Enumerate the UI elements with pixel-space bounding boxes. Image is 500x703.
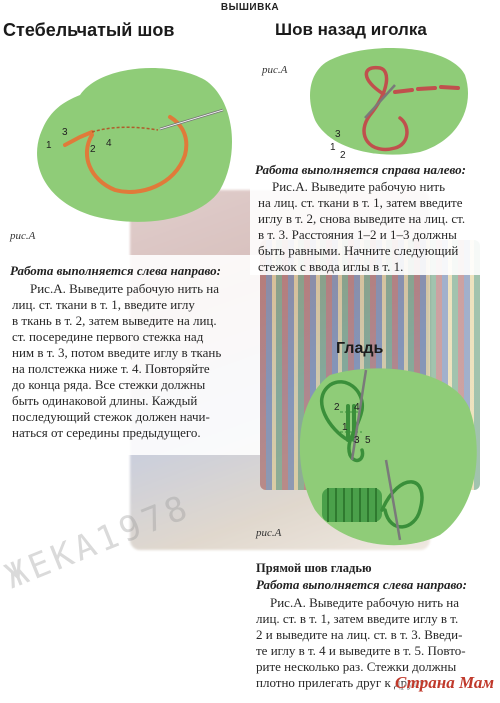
point-4-label: 4	[106, 138, 112, 149]
stem-line-3: в ткань в т. 2, затем выведите на лиц.	[12, 313, 217, 328]
satin-fig-label: рис.А	[256, 527, 282, 539]
stem-line-4: ст. посередине первого стежка над	[12, 329, 204, 344]
stem-stitch-illustration	[20, 55, 250, 230]
backstitch-line-1: Рис.А. Выведите рабочую нить	[272, 179, 446, 194]
stem-line-6: на полстежка ниже т. 4. Повторяйте	[12, 361, 210, 376]
satin-line-1: Рис.А. Выведите рабочую нить на	[270, 595, 459, 610]
satin-illustration	[290, 360, 490, 550]
satin-roll	[322, 488, 382, 522]
point-3-label: 3	[354, 435, 360, 446]
stem-instructions	[12, 281, 252, 441]
point-3-label: 3	[335, 129, 341, 140]
stem-fig-label: рис.А	[10, 230, 36, 242]
stem-line-9: последующий стежок должен начи-	[12, 409, 210, 424]
backstitch-fig-label: рис.А	[262, 64, 288, 76]
satin-line-2: лиц. ст. в т. 1, затем введите иглу в т.	[256, 611, 459, 626]
stem-line-10: наться от середины предыдущего.	[12, 425, 201, 440]
backstitch-line-2: на лиц. ст. ткани в т. 1, затем введите	[258, 195, 463, 210]
backstitch-line-6: стежок с ввода иглы в т. 1.	[258, 259, 404, 274]
point-5-label: 5	[365, 435, 371, 446]
satin-subtitle: Прямой шов гладью	[256, 561, 372, 575]
backstitch-line-3: иглу в т. 2, снова выведите на лиц. ст.	[258, 211, 466, 226]
point-4-label: 4	[354, 402, 360, 413]
point-1-label: 1	[46, 140, 52, 151]
satin-line-5: рите несколько раз. Стежки должны	[256, 659, 457, 674]
backstitch-direction: Работа выполняется справа налево:	[255, 162, 466, 177]
point-1-label: 1	[342, 422, 348, 433]
stem-line-1: Рис.А. Выведите рабочую нить на	[30, 281, 219, 296]
backstitch-illustration	[300, 40, 475, 160]
page-header: ВЫШИВКА	[220, 2, 280, 13]
satin-line-4: те иглу в т. 4 и выведите в т. 5. Повто-	[256, 643, 466, 658]
point-3-label: 3	[62, 127, 68, 138]
point-2-label: 2	[334, 402, 340, 413]
stem-line-2: лиц. ст. ткани в т. 1, введите иглу	[12, 297, 195, 312]
satin-line-6: плотно прилегать друг к другу.	[256, 675, 428, 690]
stem-line-7: до конца ряда. Все стежки должны	[12, 377, 206, 392]
point-2-label: 2	[340, 150, 346, 160]
watermark-left: ЖЕКА1978	[0, 486, 197, 598]
backstitch-line-5: быть равными. Начните следующий	[258, 243, 459, 258]
backstitch-title: Шов назад иголка	[275, 20, 427, 39]
point-1-label: 1	[330, 142, 336, 153]
stem-stitch-title: Стебельчатый шов	[3, 20, 175, 40]
point-2-label: 2	[90, 144, 96, 155]
backstitch-line-4: в т. 3. Расстояния 1–2 и 1–3 должны	[258, 227, 457, 242]
watermark-right: Страна Мам	[394, 673, 494, 692]
satin-line-3: 2 и выведите на лиц. ст. в т. 3. Введи-	[256, 627, 463, 642]
satin-title: Гладь	[336, 340, 384, 357]
fabric-swatch	[310, 48, 468, 155]
satin-direction: Работа выполняется слева направо:	[256, 577, 467, 592]
backstitch-instructions	[258, 179, 498, 275]
stem-direction: Работа выполняется слева направо:	[10, 263, 221, 278]
stem-line-5: ним в т. 3, потом введите иглу в ткань	[12, 345, 222, 360]
stem-line-8: быть одинаковой длины. Каждый	[12, 393, 198, 408]
